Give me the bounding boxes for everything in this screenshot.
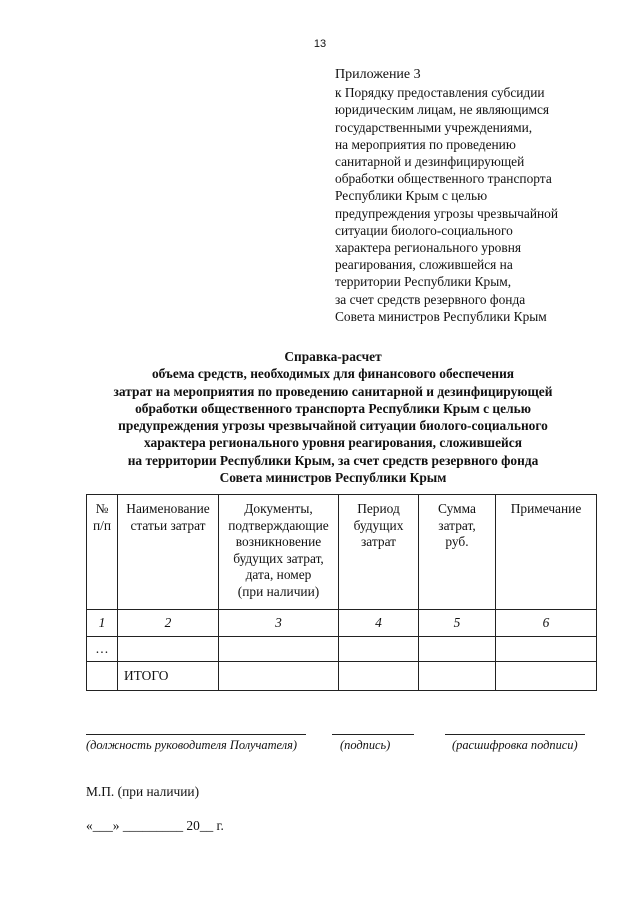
document-title-line: Справка-расчет xyxy=(284,349,382,364)
header-cell-documents: Документы, подтверждающие возникновение будущих затрат, дата, номер (при наличии) xyxy=(219,495,339,610)
appendix-line: государственными учреждениями, xyxy=(335,119,533,135)
position-caption: (должность руководителя Получателя) xyxy=(86,738,298,752)
table-cell xyxy=(496,637,597,662)
table-cell xyxy=(118,637,219,662)
column-number-cell: 4 xyxy=(339,610,419,637)
signature-line xyxy=(332,734,414,735)
appendix-line: обработки общественного транспорта xyxy=(335,171,552,187)
table-cell xyxy=(419,662,496,691)
appendix-line: территории Республики Крым, xyxy=(335,274,512,290)
total-label: ИТОГО xyxy=(118,662,219,691)
document-title-line: предупреждения угрозы чрезвычайной ситуации биолого-социального xyxy=(118,418,548,434)
column-number-row xyxy=(87,610,597,637)
table-cell xyxy=(339,637,419,662)
table-cell xyxy=(87,662,118,691)
column-number-cell: 6 xyxy=(496,610,597,637)
signature-caption: (подпись) xyxy=(340,738,391,752)
column-number-cell: 1 xyxy=(87,610,118,637)
total-row xyxy=(87,662,597,691)
appendix-line: ситуации биолого-социального xyxy=(335,222,513,238)
document-title-line: на территории Республики Крым, за счет средств резервного фонда xyxy=(127,452,539,468)
appendix-line: на мероприятия по проведению xyxy=(335,136,516,152)
stamp-placeholder: М.П. (при наличии) xyxy=(86,784,200,799)
header-cell-number: № п/п xyxy=(87,495,118,610)
table-cell xyxy=(339,662,419,691)
column-number-cell: 2 xyxy=(118,610,219,637)
column-number-cell: 3 xyxy=(219,610,339,637)
appendix-line: Республики Крым с целью xyxy=(335,188,488,204)
page-number: 13 xyxy=(313,38,327,50)
calculation-table xyxy=(86,494,597,691)
appendix-line: к Порядку предоставления субсидии xyxy=(335,85,545,101)
document-title-line: Совета министров Республики Крым xyxy=(219,470,447,486)
appendix-line: характера регионального уровня xyxy=(335,240,522,256)
appendix-line: санитарной и дезинфицирующей xyxy=(335,154,525,170)
document-title-line: обработки общественного транспорта Республики Крым с целью xyxy=(135,400,531,416)
document-title xyxy=(60,348,606,486)
decoding-caption: (расшифровка подписи) xyxy=(452,738,578,752)
appendix-header xyxy=(335,66,625,325)
appendix-title: Приложение 3 xyxy=(335,67,421,82)
document-title-line: объема средств, необходимых для финансового обеспечения xyxy=(151,366,515,382)
ellipsis-cell: … xyxy=(87,637,118,662)
column-number-cell: 5 xyxy=(419,610,496,637)
table-cell xyxy=(219,637,339,662)
table-cell xyxy=(419,637,496,662)
appendix-line: Совета министров Республики Крым xyxy=(335,308,547,324)
appendix-line: юридическим лицам, не являющимся xyxy=(335,102,550,118)
date-line: «___» _________ 20__ г. xyxy=(86,818,224,833)
document-title-line: характера регионального уровня реагирования, сложившейся xyxy=(144,435,522,451)
header-cell-period: Период будущих затрат xyxy=(339,495,419,610)
appendix-line: за счет средств резервного фонда xyxy=(335,291,526,307)
header-cell-expense-name: Наименование статьи затрат xyxy=(118,495,219,610)
table-row xyxy=(87,637,597,662)
appendix-line: предупреждения угрозы чрезвычайной xyxy=(335,205,559,221)
header-cell-amount: Сумма затрат, руб. xyxy=(419,495,496,610)
document-title-line: затрат на мероприятия по проведению санитарной и дезинфицирующей xyxy=(113,383,553,399)
appendix-line: реагирования, сложившейся на xyxy=(335,257,513,273)
table-header-row xyxy=(87,495,597,610)
table-cell xyxy=(496,662,597,691)
position-signature-line xyxy=(86,734,306,735)
header-cell-note: Примечание xyxy=(496,495,597,610)
table-cell xyxy=(219,662,339,691)
decoding-signature-line xyxy=(445,734,585,735)
